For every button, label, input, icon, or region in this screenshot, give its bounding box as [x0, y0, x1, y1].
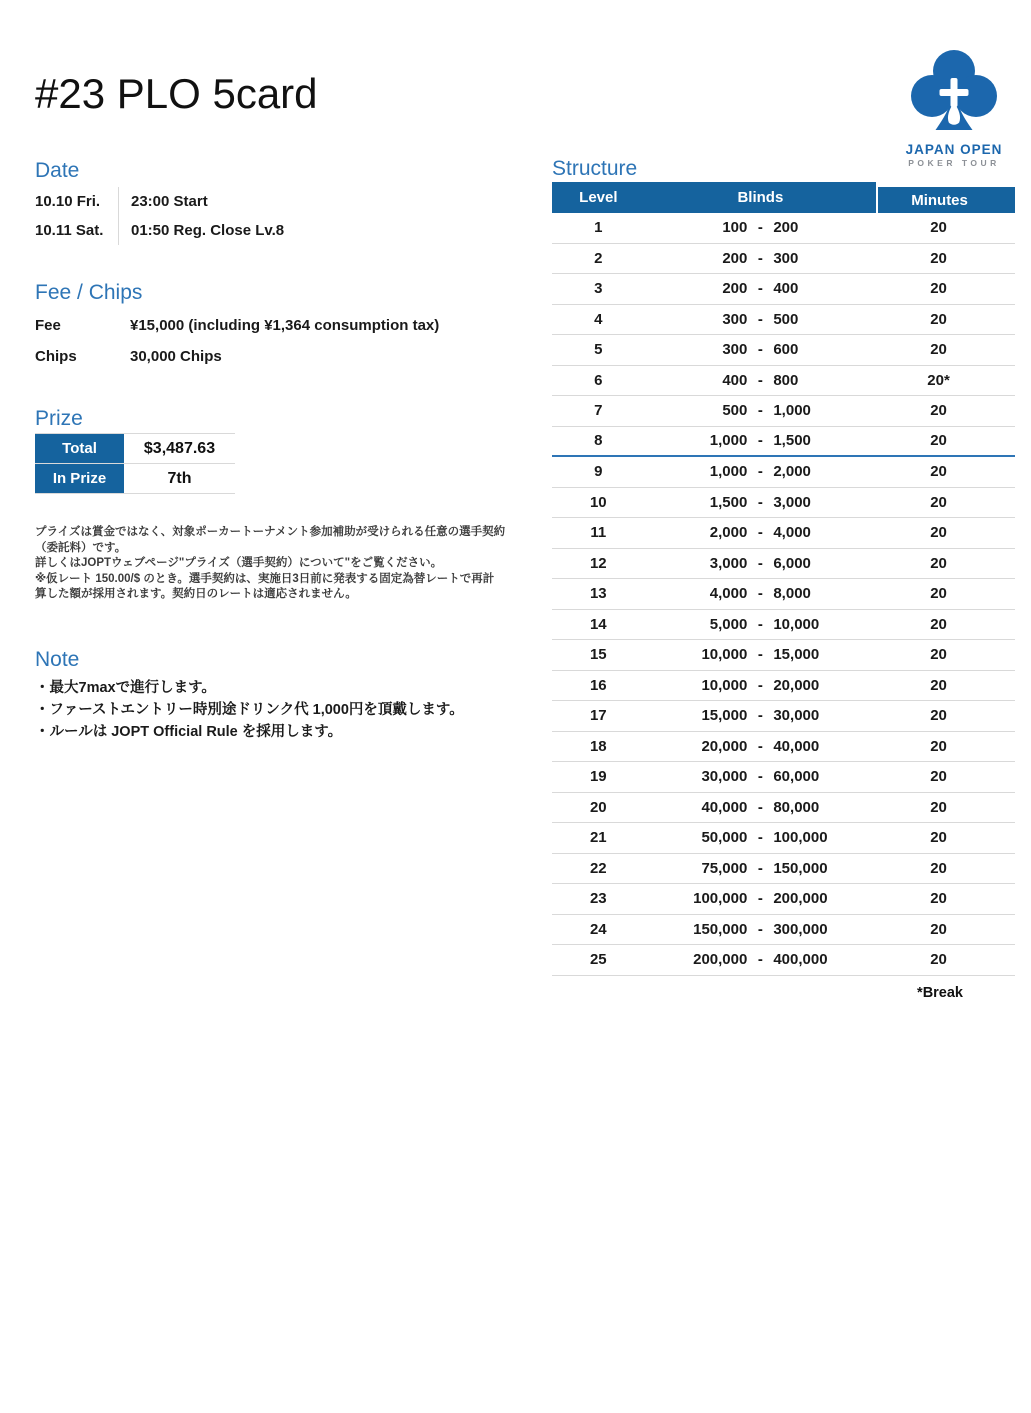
prize-disclaimer-line: （委託料）です。 — [35, 541, 127, 554]
structure-row — [552, 518, 1015, 549]
level-cell: 10 — [589, 493, 607, 511]
blinds-separator: - — [757, 646, 763, 664]
big-blind-value: 15,000 — [773, 646, 820, 664]
note-item: ・ルールは JOPT Official Rule を採用します。 — [35, 723, 343, 740]
minutes-cell: 20 — [930, 432, 947, 450]
big-blind-value: 400,000 — [773, 951, 828, 969]
big-blind-value: 100,000 — [773, 829, 828, 847]
level-cell: 9 — [594, 463, 603, 481]
big-blind-value: 30,000 — [773, 707, 820, 725]
minutes-cell: 20 — [930, 310, 947, 328]
date-value: 01:50 Reg. Close Lv.8 — [118, 216, 517, 245]
small-blind-value: 30,000 — [701, 768, 748, 786]
blinds-cell — [645, 921, 877, 938]
fee-chips-label: Fee — [35, 317, 61, 334]
minutes-cell: 20 — [930, 585, 947, 603]
big-blind-value: 800 — [773, 371, 799, 389]
big-blind-value: 3,000 — [773, 493, 811, 511]
small-blind-value: 300 — [722, 341, 748, 359]
column-header-level: Level — [579, 189, 618, 206]
minutes-cell: 20 — [930, 707, 947, 725]
jopt-logo — [903, 46, 1005, 168]
blinds-cell — [645, 951, 877, 968]
small-blind-value: 10,000 — [701, 676, 748, 694]
date-table — [35, 187, 517, 245]
big-blind-value: 300 — [773, 249, 799, 267]
big-blind-value: 200 — [773, 219, 799, 237]
minutes-cell: 20 — [930, 493, 947, 511]
blinds-cell — [645, 768, 877, 785]
blinds-separator: - — [757, 432, 763, 450]
big-blind-value: 150,000 — [773, 859, 828, 877]
structure-row — [552, 457, 1015, 488]
small-blind-value: 100,000 — [693, 890, 748, 908]
blinds-separator: - — [757, 249, 763, 267]
blinds-separator: - — [757, 341, 763, 359]
small-blind-value: 200 — [722, 249, 748, 267]
blinds-separator: - — [757, 554, 763, 572]
level-cell: 6 — [594, 371, 603, 389]
blinds-separator: - — [757, 585, 763, 603]
structure-row — [552, 213, 1015, 244]
small-blind-value: 50,000 — [701, 829, 748, 847]
column-header-minutes: Minutes — [876, 187, 1015, 213]
blinds-separator: - — [757, 310, 763, 328]
small-blind-value: 5,000 — [709, 615, 748, 633]
structure-row — [552, 640, 1015, 671]
minutes-cell: 20 — [930, 280, 947, 298]
prize-disclaimer-line: 詳しくはJOPTウェブページ"プライズ（選手契約）について"をご覧ください。 — [35, 557, 443, 569]
structure-row — [552, 732, 1015, 763]
structure-row — [552, 823, 1015, 854]
minutes-cell: 20 — [930, 249, 947, 267]
fee-chips-row — [35, 310, 517, 341]
blinds-separator: - — [757, 219, 763, 237]
big-blind-value: 20,000 — [773, 676, 820, 694]
structure-row — [552, 274, 1015, 305]
date-value: 23:00 Start — [118, 187, 517, 216]
level-cell: 12 — [589, 554, 607, 572]
structure-row — [552, 305, 1015, 336]
level-cell: 23 — [589, 890, 607, 908]
small-blind-value: 1,000 — [709, 463, 748, 481]
blinds-separator: - — [757, 798, 763, 816]
fee-chips-table — [35, 310, 517, 372]
blinds-cell — [645, 585, 877, 602]
level-cell: 20 — [589, 798, 607, 816]
blinds-cell — [645, 250, 877, 267]
prize-label: Total — [35, 434, 124, 463]
small-blind-value: 500 — [722, 402, 748, 420]
big-blind-value: 300,000 — [773, 920, 828, 938]
level-cell: 14 — [589, 615, 607, 633]
big-blind-value: 200,000 — [773, 890, 828, 908]
logo-text-japan-open: JAPAN OPEN — [905, 142, 1003, 157]
prize-table — [35, 433, 235, 494]
structure-row — [552, 549, 1015, 580]
fee-chips-label: Chips — [35, 348, 77, 365]
level-cell: 21 — [589, 829, 607, 847]
level-cell: 25 — [589, 951, 607, 969]
minutes-cell: 20 — [930, 615, 947, 633]
big-blind-value: 10,000 — [773, 615, 820, 633]
small-blind-value: 1,000 — [709, 432, 748, 450]
level-cell: 18 — [589, 737, 607, 755]
fee-chips-value: ¥15,000 (including ¥1,364 consumption tax) — [130, 317, 440, 334]
fee-chips-value: 30,000 Chips — [130, 348, 222, 365]
small-blind-value: 200,000 — [693, 951, 748, 969]
small-blind-value: 15,000 — [701, 707, 748, 725]
blinds-cell — [645, 524, 877, 541]
date-label: 10.10 Fri. — [35, 193, 101, 210]
level-cell: 19 — [589, 768, 607, 786]
minutes-cell: 20 — [930, 554, 947, 572]
level-cell: 16 — [589, 676, 607, 694]
big-blind-value: 1,000 — [773, 402, 811, 420]
minutes-cell: 20 — [930, 737, 947, 755]
structure-row — [552, 671, 1015, 702]
level-cell: 24 — [589, 920, 607, 938]
minutes-cell: 20 — [930, 463, 947, 481]
structure-row — [552, 396, 1015, 427]
big-blind-value: 8,000 — [773, 585, 811, 603]
big-blind-value: 6,000 — [773, 554, 811, 572]
prize-disclaimer-line: プライズは賞金ではなく、対象ポーカートーナメント参加補助が受けられる任意の選手契約 — [35, 526, 506, 538]
blinds-separator: - — [757, 829, 763, 847]
blinds-cell — [645, 646, 877, 663]
blinds-cell — [645, 372, 877, 389]
big-blind-value: 400 — [773, 280, 799, 298]
note-heading: Note — [35, 647, 80, 671]
minutes-cell: 20 — [930, 829, 947, 847]
structure-section — [552, 158, 1015, 1001]
minutes-cell: 20 — [930, 402, 947, 420]
level-cell: 2 — [594, 249, 603, 267]
blinds-cell — [645, 555, 877, 572]
blinds-separator: - — [757, 768, 763, 786]
blinds-separator: - — [757, 676, 763, 694]
structure-row — [552, 427, 1015, 458]
blinds-separator: - — [757, 463, 763, 481]
prize-disclaimer-line: ※仮レート 150.00/$ のとき。選手契約は、実施日3日前に発表する固定為替レートで再計 — [35, 572, 495, 585]
level-cell: 17 — [589, 707, 607, 725]
blinds-separator: - — [757, 737, 763, 755]
date-heading: Date — [35, 159, 80, 182]
blinds-separator: - — [757, 524, 763, 542]
small-blind-value: 75,000 — [701, 859, 748, 877]
blinds-cell — [645, 280, 877, 297]
level-cell: 8 — [594, 432, 603, 450]
big-blind-value: 40,000 — [773, 737, 820, 755]
blinds-cell — [645, 860, 877, 877]
blinds-cell — [645, 707, 877, 724]
blinds-cell — [645, 463, 877, 480]
structure-table-header — [552, 182, 1015, 213]
minutes-cell: 20 — [930, 859, 947, 877]
structure-row — [552, 701, 1015, 732]
blinds-separator: - — [757, 371, 763, 389]
structure-row — [552, 610, 1015, 641]
small-blind-value: 200 — [722, 280, 748, 298]
fee-chips-heading: Fee / Chips — [35, 281, 143, 304]
date-row — [35, 187, 517, 216]
blinds-cell — [645, 311, 877, 328]
blinds-cell — [645, 432, 877, 449]
blinds-cell — [645, 219, 877, 236]
break-note: *Break — [917, 984, 963, 1001]
prize-label: In Prize — [35, 464, 124, 493]
structure-row — [552, 915, 1015, 946]
level-cell: 1 — [594, 219, 603, 237]
note-item: ・最大7maxで進行します。 — [35, 679, 216, 696]
date-label: 10.11 Sat. — [35, 222, 104, 239]
small-blind-value: 150,000 — [693, 920, 748, 938]
date-row — [35, 216, 517, 245]
level-cell: 4 — [594, 310, 603, 328]
blinds-cell — [645, 829, 877, 846]
structure-row — [552, 793, 1015, 824]
blinds-cell — [645, 494, 877, 511]
big-blind-value: 500 — [773, 310, 799, 328]
blinds-separator: - — [757, 859, 763, 877]
header-level-blinds-band — [552, 182, 876, 213]
blinds-cell — [645, 799, 877, 816]
note-item: ・ファーストエントリー時別途ドリンク代 1,000円を頂戴します。 — [35, 701, 464, 718]
minutes-cell: 20 — [930, 219, 947, 237]
small-blind-value: 100 — [722, 219, 748, 237]
big-blind-value: 2,000 — [773, 463, 811, 481]
prize-disclaimer-text — [35, 525, 513, 603]
level-cell: 5 — [594, 341, 603, 359]
small-blind-value: 400 — [722, 371, 748, 389]
structure-row — [552, 488, 1015, 519]
structure-row — [552, 762, 1015, 793]
minutes-cell: 20 — [930, 920, 947, 938]
blinds-cell — [645, 341, 877, 358]
minutes-cell: 20 — [930, 890, 947, 908]
column-header-blinds: Blinds — [737, 189, 784, 206]
logo-text-poker-tour: POKER TOUR — [908, 158, 1000, 168]
big-blind-value: 600 — [773, 341, 799, 359]
blinds-cell — [645, 890, 877, 907]
prize-row — [35, 464, 235, 494]
blinds-separator: - — [757, 402, 763, 420]
structure-row — [552, 945, 1015, 976]
minutes-cell: 20 — [930, 341, 947, 359]
level-cell: 11 — [590, 524, 607, 542]
small-blind-value: 40,000 — [701, 798, 748, 816]
small-blind-value: 3,000 — [709, 554, 748, 572]
blinds-cell — [645, 616, 877, 633]
structure-row — [552, 366, 1015, 397]
blinds-cell — [645, 402, 877, 419]
small-blind-value: 300 — [722, 310, 748, 328]
structure-row — [552, 854, 1015, 885]
blinds-separator: - — [757, 951, 763, 969]
small-blind-value: 2,000 — [709, 524, 748, 542]
minutes-cell: 20 — [930, 646, 947, 664]
blinds-cell — [645, 738, 877, 755]
minutes-cell: 20 — [930, 798, 947, 816]
blinds-separator: - — [757, 707, 763, 725]
small-blind-value: 1,500 — [709, 493, 748, 511]
prize-value: $3,487.63 — [143, 439, 216, 457]
structure-row — [552, 884, 1015, 915]
blinds-separator: - — [757, 615, 763, 633]
small-blind-value: 4,000 — [709, 585, 748, 603]
minutes-cell: 20 — [930, 768, 947, 786]
big-blind-value: 60,000 — [773, 768, 820, 786]
blinds-cell — [645, 677, 877, 694]
big-blind-value: 4,000 — [773, 524, 811, 542]
fee-chips-row — [35, 341, 517, 372]
level-cell: 7 — [594, 402, 603, 420]
structure-row — [552, 579, 1015, 610]
small-blind-value: 10,000 — [701, 646, 748, 664]
structure-row — [552, 244, 1015, 275]
minutes-cell: 20 — [930, 676, 947, 694]
blinds-separator: - — [757, 890, 763, 908]
minutes-cell: 20* — [927, 371, 950, 389]
big-blind-value: 80,000 — [773, 798, 820, 816]
level-cell: 13 — [589, 585, 607, 603]
prize-heading: Prize — [35, 407, 83, 430]
blinds-separator: - — [757, 920, 763, 938]
level-cell: 22 — [589, 859, 607, 877]
level-cell: 3 — [594, 280, 603, 298]
structure-heading: Structure — [552, 157, 638, 180]
minutes-cell: 20 — [930, 951, 947, 969]
minutes-cell: 20 — [930, 524, 947, 542]
big-blind-value: 1,500 — [773, 432, 811, 450]
small-blind-value: 20,000 — [701, 737, 748, 755]
prize-disclaimer-line: 算した額が採用されます。契約日のレートは適応されません。 — [35, 588, 357, 600]
left-column — [35, 160, 517, 743]
club-icon — [904, 46, 1004, 138]
level-cell: 15 — [589, 646, 607, 664]
prize-value: 7th — [167, 469, 192, 487]
blinds-separator: - — [757, 493, 763, 511]
prize-row — [35, 434, 235, 464]
note-list — [35, 677, 517, 743]
page-title: #23 PLO 5card — [35, 70, 318, 117]
structure-row — [552, 335, 1015, 366]
structure-table-body — [552, 213, 1015, 976]
blinds-separator: - — [757, 280, 763, 298]
